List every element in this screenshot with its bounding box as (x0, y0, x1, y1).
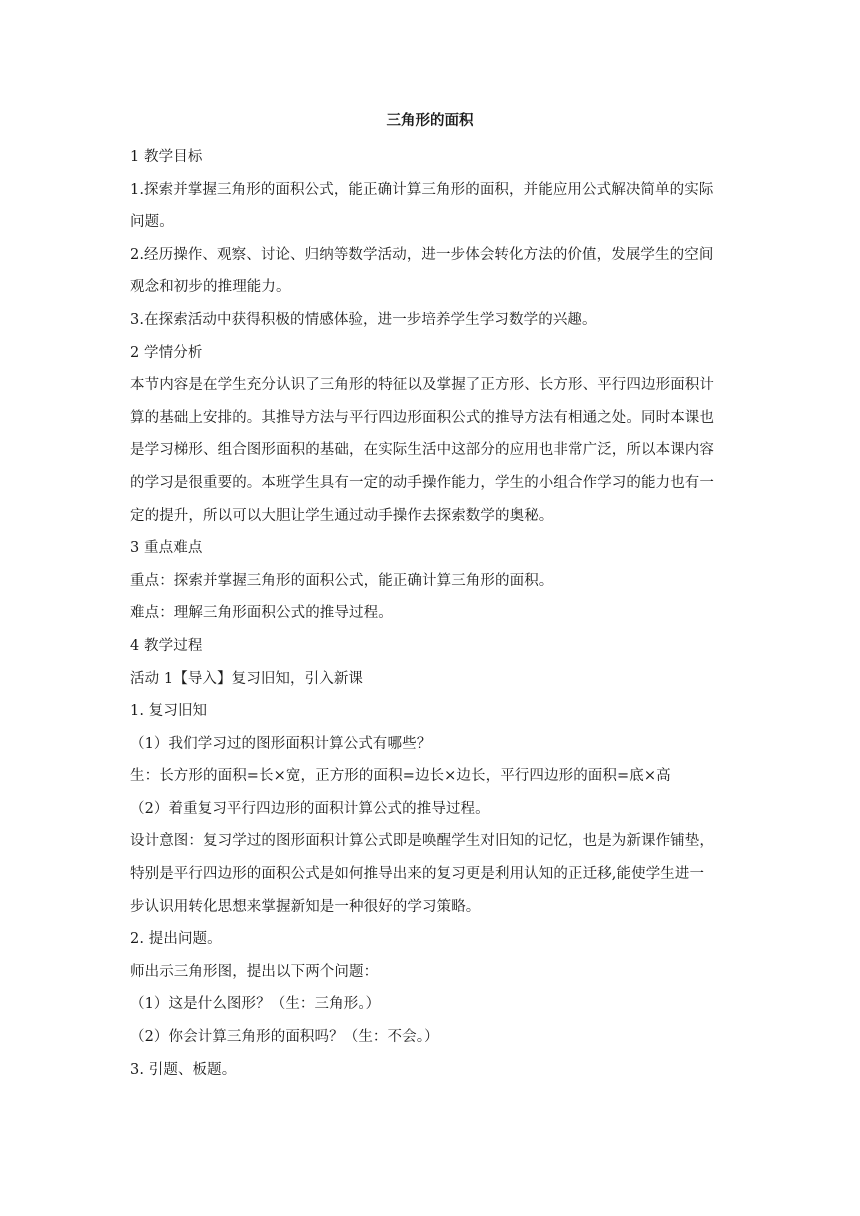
analysis-line: 定的提升，所以可以大胆让学生通过动手操作去探索数学的奥秘。 (130, 507, 554, 524)
analysis-line: 本节内容是在学生充分认识了三角形的特征以及掌握了正方形、长方形、平行四边形面积计 (130, 377, 714, 394)
key-point-line: 重点：探索并掌握三角形的面积公式，能正确计算三角形的面积。 (130, 572, 554, 589)
section-heading-analysis: 2 学情分析 (130, 344, 203, 361)
process-line: （1）我们学习过的图形面积计算公式有哪些？ (130, 735, 432, 752)
objective-line: 1.探索并掌握三角形的面积公式，能正确计算三角形的面积，并能应用公式解决简单的实际 (130, 181, 714, 198)
design-intent-line: 特别是平行四边形的面积公式是如何推导出来的复习更是利用认知的正迁移,能使学生进一 (130, 866, 705, 883)
section-heading-process: 4 教学过程 (130, 637, 203, 654)
section-heading-key-points: 3 重点难点 (130, 540, 203, 557)
document-body (130, 147, 734, 1092)
design-intent-line: 步认识用转化思想来掌握新知是一种很好的学习策略。 (130, 898, 481, 915)
analysis-line: 算的基础上安排的。其推导方法与平行四边形面积公式的推导方法有相通之处。同时本课也 (130, 409, 714, 426)
activity-heading: 活动 1【导入】复习旧知，引入新课 (130, 670, 364, 687)
process-line: 师出示三角形图，提出以下两个问题： (130, 963, 379, 980)
document-title: 三角形的面积 (386, 112, 474, 129)
process-line: （2）你会计算三角形的面积吗？（生：不会。） (130, 1029, 439, 1046)
objective-line: 3.在探索活动中获得积极的情感体验，进一步培养学生学习数学的兴趣。 (130, 311, 597, 328)
process-line: （1）这是什么图形？（生：三角形。） (130, 996, 381, 1013)
objective-line: 问题。 (130, 214, 174, 231)
difficulty-line: 难点：理解三角形面积公式的推导过程。 (130, 605, 393, 622)
process-line: 生：长方形的面积=长×宽，正方形的面积=边长×边长，平行四边形的面积=底×高 (130, 768, 671, 785)
step-heading: 1. 复习旧知 (130, 703, 208, 720)
step-heading: 2. 提出问题。 (130, 931, 222, 948)
process-line: （2）着重复习平行四边形的面积计算公式的推导过程。 (130, 800, 490, 817)
step-heading: 3. 引题、板题。 (130, 1061, 237, 1078)
analysis-line: 的学习是很重要的。本班学生具有一定的动手操作能力，学生的小组合作学习的能力也有一 (130, 474, 714, 491)
objective-line: 2.经历操作、观察、讨论、归纳等数学活动，进一步体会转化方法的价值，发展学生的空间 (130, 246, 714, 263)
analysis-line: 是学习梯形、组合图形面积的基础，在实际生活中这部分的应用也非常广泛，所以本课内容 (130, 442, 714, 459)
design-intent-line: 设计意图：复习学过的图形面积计算公式即是唤醒学生对旧知的记忆，也是为新课作铺垫， (130, 833, 714, 850)
objective-line: 观念和初步的推理能力。 (130, 279, 291, 296)
section-heading-objectives: 1 教学目标 (130, 149, 203, 165)
